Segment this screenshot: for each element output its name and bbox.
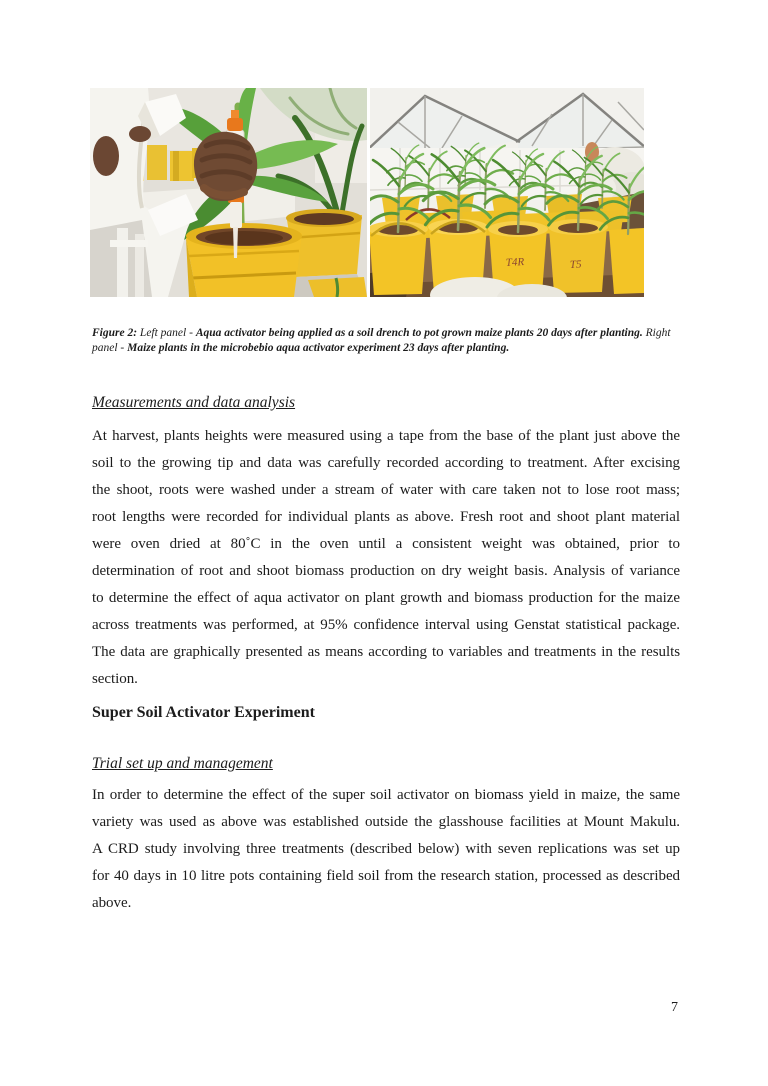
paragraph-line: A CRD study involving three treatments (described below) with seven replications was set up: [92, 841, 680, 857]
paragraph-line: above.: [92, 895, 132, 911]
caption-right-panel-label: Right panel -: [92, 326, 671, 354]
caption-right-panel-text: Maize plants in the microbebio aqua activator experiment 23 days after planting.: [127, 342, 510, 354]
figure-2-caption: [92, 326, 680, 357]
paragraph-line: determination of root and shoot biomass production on dry weight basis. Analysis of variance: [92, 563, 680, 579]
paragraph-line: In order to determine the effect of the super soil activator on biomass yield in maize, the same: [92, 787, 680, 803]
paragraph-line: soil to the growing tip and data was carefully recorded according to treatment. After excising: [92, 455, 680, 471]
main-yellow-bucket: [186, 223, 302, 297]
paragraph-line: variety was used as above was established outside the glasshouse facilities at Mount Makulu.: [92, 814, 680, 830]
paragraph-line: The data are graphically presented as means according to variables and treatments in the results: [92, 644, 680, 660]
caption-left-panel-text: Aqua activator being applied as a soil drench to pot grown maize plants 20 days after planting.: [195, 326, 646, 339]
trial-setup-paragraph: [92, 782, 680, 917]
paragraph-line: to determine the effect of aqua activator on plant growth and biomass production for the maize: [92, 590, 680, 606]
heading-trial-set-up-and-management: Trial set up and management: [92, 755, 273, 772]
right-panel-photo-glasshouse: [370, 88, 644, 297]
paragraph-line: section.: [92, 671, 138, 687]
bucket-label-t4r: T4R: [505, 256, 525, 269]
paragraph-line: for 40 days in 10 litre pots containing field soil from the research station, processed as described: [92, 868, 680, 884]
paragraph-line: At harvest, plants heights were measured using a tape from the base of the plant just above the: [92, 428, 680, 444]
paragraph-line: across treatments was performed, at 95% confidence interval using Genstat statistical package.: [92, 617, 680, 633]
heading-super-soil-activator-experiment: Super Soil Activator Experiment: [92, 704, 315, 721]
caption-figure-label: Figure 2:: [92, 326, 140, 339]
paragraph-line: root lengths were recorded for individual plants as above. Fresh root and shoot plant material: [92, 509, 680, 525]
left-panel-photo-soil-drench: [90, 88, 367, 297]
paragraph-line: the shoot, roots were washed under a stream of water with care taken not to lose root mass;: [92, 482, 680, 498]
caption-left-panel-label: Left panel -: [139, 326, 196, 339]
bucket-label-t5: T5: [569, 258, 582, 271]
heading-measurements-and-data-analysis: Measurements and data analysis: [92, 394, 296, 411]
page-number: 7: [671, 1000, 678, 1015]
measurements-paragraph: [92, 423, 680, 693]
paragraph-line: were oven dried at 80˚C in the oven until a consistent weight was obtained, prior to: [92, 536, 680, 552]
figure-2-photos: [90, 88, 644, 297]
